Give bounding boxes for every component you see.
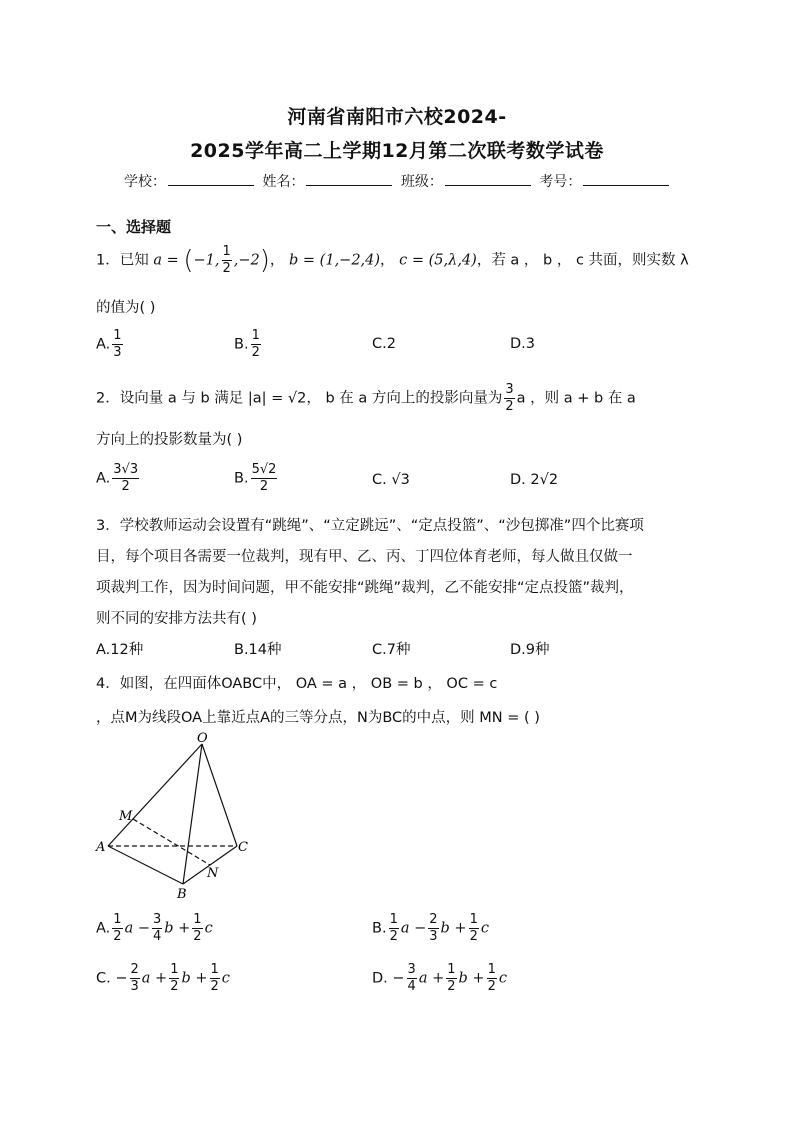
label-n: N <box>207 866 219 881</box>
label-a: A <box>96 840 106 855</box>
segment-mn <box>133 819 210 865</box>
edge-oc <box>202 744 237 846</box>
q3-option-a[interactable]: A.12种 <box>96 642 144 658</box>
student-info-row <box>124 171 673 191</box>
name-blank[interactable] <box>306 173 392 186</box>
q1-option-d[interactable]: D.3 <box>510 336 535 352</box>
exam-title-line1: 河南省南阳市六校2024- <box>287 106 507 128</box>
q1-condition: ，若 a ， b ， c 共面，则实数 λ <box>476 252 689 269</box>
class-blank[interactable] <box>445 173 531 186</box>
q4-line1: 4．如图，在四面体OABC中， OA = a ， OB = b ， OC = c <box>96 676 498 692</box>
q3-line3: 项裁判工作，因为时间问题，甲不能安排“跳绳”裁判，乙不能安排“定点投篮”裁判， <box>96 580 634 596</box>
q1-option-b[interactable]: B. $\frac{1}{2}$ <box>234 328 260 360</box>
exam-title-line2: 2025学年高二上学期12月第二次联考数学试卷 <box>190 140 604 162</box>
edge-ab <box>108 846 183 884</box>
q4-line2: ，点M为线段OA上靠近点A的三等分点，N为BC的中点，则 MN = ( ) <box>96 710 540 726</box>
school-blank[interactable] <box>168 173 254 186</box>
name-label: 姓名： <box>262 174 305 190</box>
q2-option-c[interactable]: C. √3 <box>372 472 410 488</box>
q2-text2: a ，则 a + b 在 a <box>516 390 636 407</box>
q1-prefix: 1．已知 <box>96 252 149 269</box>
q2-text1: 2．设向量 a 与 b 满足 |a| = √2， b 在 a 方向上的投影向量为 <box>96 390 503 407</box>
q1-vec-a: a = <box>153 252 184 269</box>
q4-option-c[interactable]: C. − $\frac{2}{3}$ a + $\frac{1}{2}$ b + $\frac{1}{2}$ c <box>96 962 230 994</box>
school-label: 学校： <box>124 174 166 190</box>
q1-vec-b: b = (1,−2,4) <box>289 252 381 269</box>
label-o: O <box>197 731 208 746</box>
label-m: M <box>119 809 133 824</box>
q4-option-d[interactable]: D. − $\frac{3}{4}$ a + $\frac{1}{2}$ b + $\frac{1}{2}$ c <box>372 962 507 994</box>
q3-line1: 3．学校教师运动会设置有“跳绳”、“立定跳远”、“定点投篮”、“沙包掷准”四个比赛项 <box>96 518 644 534</box>
q2-option-a[interactable]: A. $\frac{3√3}{2}$ <box>96 462 139 494</box>
q4-option-a[interactable]: A. $\frac{1}{2}$ a − $\frac{3}{4}$ b + $\frac{1}{2}$ c <box>96 912 213 944</box>
q1-a-last: ,−2 <box>233 252 260 269</box>
edge-ob <box>183 744 202 884</box>
section-heading: 一、选择题 <box>96 218 172 236</box>
q2-option-d[interactable]: D. 2√2 <box>510 472 559 488</box>
q3-line4: 则不同的安排方法共有( ) <box>96 611 257 627</box>
tetrahedron-figure <box>90 730 260 902</box>
q1-option-c[interactable]: C.2 <box>372 336 396 352</box>
q3-option-b[interactable]: B.14种 <box>234 642 282 658</box>
q3-line2: 目，每个项目各需要一位裁判，现有甲、乙、丙、丁四位体育老师，每人做且仅做一 <box>96 549 633 565</box>
label-b: B <box>177 887 187 902</box>
q1-a-first: −1, <box>193 252 220 269</box>
q3-option-c[interactable]: C.7种 <box>372 642 411 658</box>
exam-no-blank[interactable] <box>583 173 669 186</box>
q2-line1 <box>96 382 636 415</box>
q2-option-b[interactable]: B. $\frac{5√2}{2}$ <box>234 462 277 494</box>
q4-option-b[interactable]: B. $\frac{1}{2}$ a − $\frac{2}{3}$ b + $\frac{1}{2}$ c <box>372 912 489 944</box>
q1-line2: 的值为( ) <box>96 300 156 316</box>
edge-oa <box>108 744 202 846</box>
q2-line2: 方向上的投影数量为( ) <box>96 432 243 448</box>
q1-a-fraction: $\frac{1}{2}$ <box>222 244 231 276</box>
label-c: C <box>238 840 248 855</box>
q1-line1: 1．已知 a = (−1, $\frac{1}{2}$ ,−2)， b = (1,−2,4)， c = (5,λ,4)，若 a ， b ， c 共面，则实数 λ <box>96 244 689 276</box>
q1-option-a[interactable]: A. $\frac{1}{3}$ <box>96 328 122 360</box>
class-label: 班级： <box>400 174 443 190</box>
q1-vec-c: c = (5,λ,4) <box>399 252 477 269</box>
q2-fraction: $\frac{3}{2}$ <box>505 382 514 414</box>
exam-no-label: 考号： <box>539 174 582 190</box>
q3-option-d[interactable]: D.9种 <box>510 642 550 658</box>
